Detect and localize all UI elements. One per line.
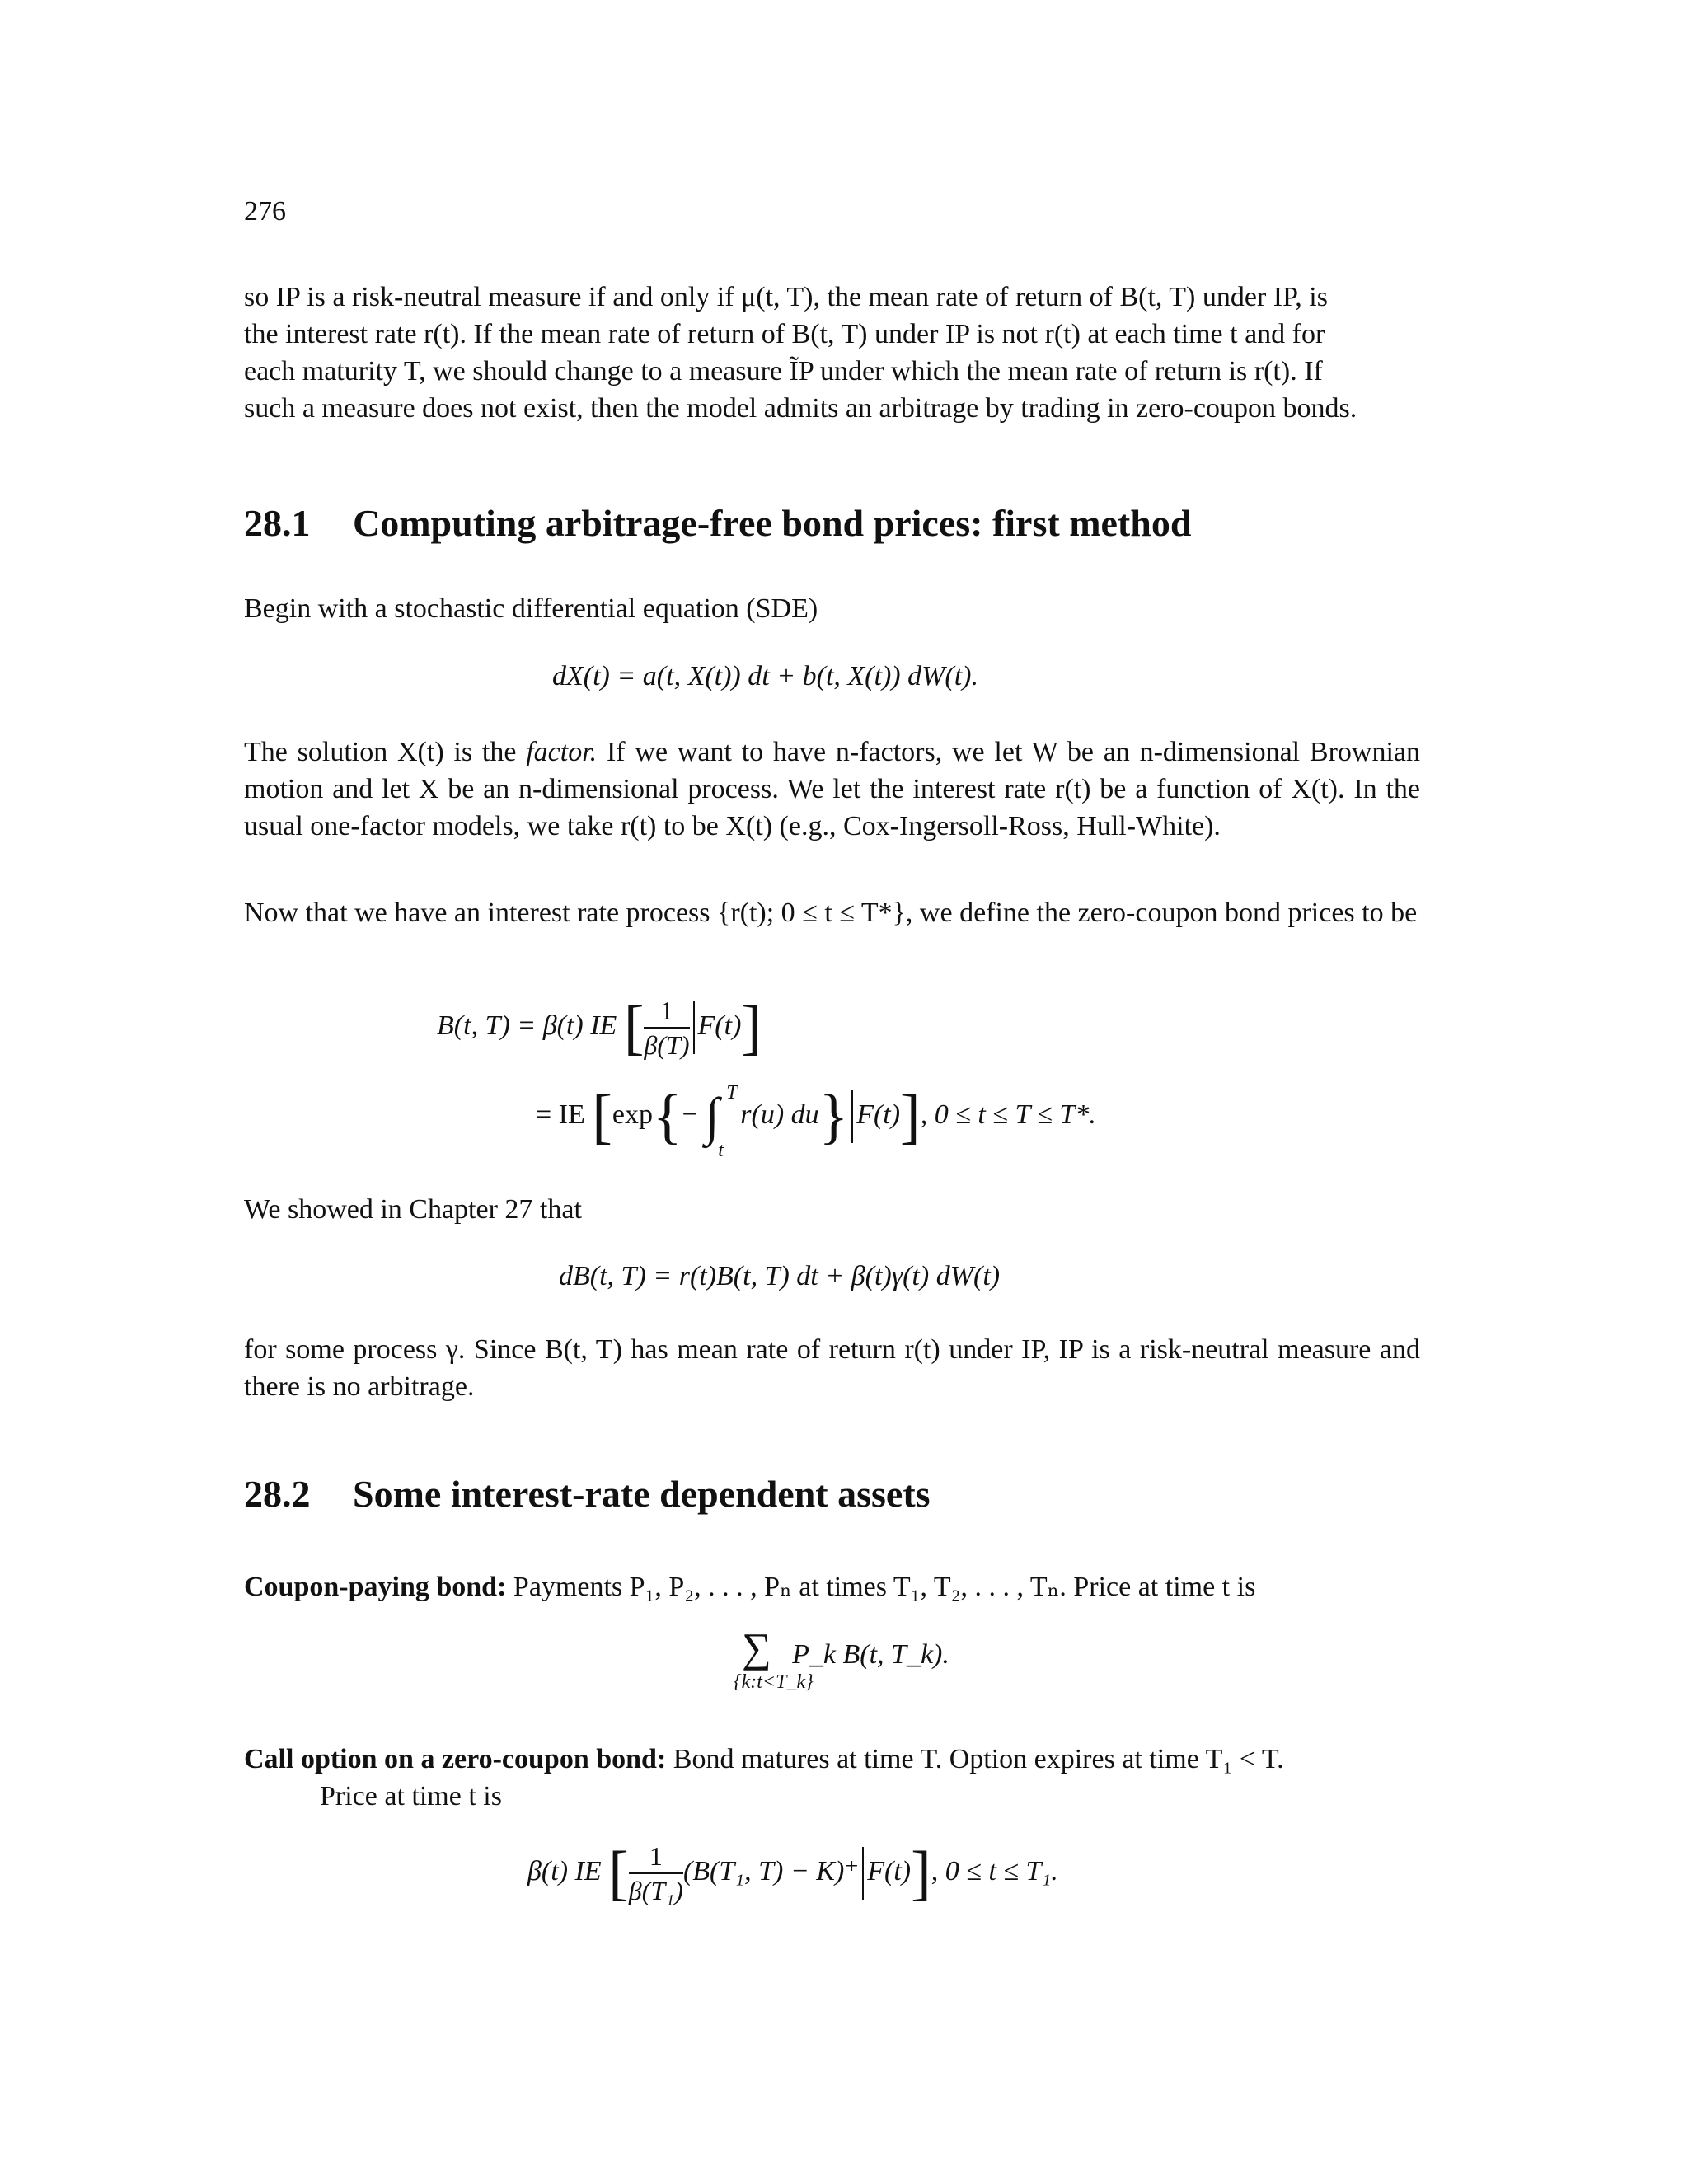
paragraph: Coupon-paying bond: Payments P₁, P₂, . . . , Pₙ at times T₁, T₂, . . . , Tₙ. Price at time t is [244,1572,1256,1602]
equation-coupon-sum: ∑ P_k B(t, T_k). {k:t<T_k} [734,1624,950,1693]
call-option-definition [244,1741,1420,1815]
equation-call-option: β(t) IE [ $\frac{1}{\text{β(T₁)}}$ (B(T₁, T) − K)⁺ F(t)], 0 ≤ t ≤ T₁. [528,1840,1058,1907]
paragraph: Now that we have an interest rate process {r(t); 0 ≤ t ≤ T*}, we define the zero-coupon bond prices to be [244,898,1418,928]
paragraph: Price at time t is [320,1781,502,1811]
section-title: Computing arbitrage-free bond prices: first method [353,502,1192,544]
paragraph: for some process γ. Since B(t, T) has mean rate of return r(t) under IP, IP is a risk-neutral measure and there is no arbitrage. [244,1334,1420,1402]
risk-neutral-paragraph [244,1331,1420,1405]
section-title: Some interest-rate dependent assets [353,1473,931,1515]
intro-line: each maturity T, we should change to a measure ĨP under which the mean rate of return is r(t). If [244,356,1323,387]
factor-paragraph [244,733,1420,845]
equation-bond-price: B(t, T) = β(t) IE [ $\frac{1}{\beta(T)}$ F(t)] [437,994,762,1062]
intro-line: such a measure does not exist, then the model admits an arbitrage by trading in zero-coupon bonds. [244,393,1357,424]
chapter-ref [244,1191,1420,1228]
coupon-bond-definition [244,1568,1420,1605]
intro-paragraph [244,279,1420,427]
rate-paragraph [244,894,1420,931]
paragraph: Begin with a stochastic differential equation (SDE) [244,593,818,624]
section-number: 28.1 [244,502,311,544]
intro-line: the interest rate r(t). If the mean rate of return of B(t, T) under IP is not r(t) at each time t and for [244,319,1325,349]
section-heading-28-1 [244,501,1191,545]
emphasis-factor: factor. [526,737,598,767]
paragraph: The solution X(t) is the factor. If we want to have n-factors, we let W be an n-dimensional Brownian motion and let X be an n-dimensional process. We let the interest rate r(t) be a function of X(t). In the usual one-factor models, we take r(t) to be X(t) (e.g., Cox-Ingersoll-Ross, Hull-White). [244,737,1420,841]
paragraph: We showed in Chapter 27 that [244,1194,582,1225]
equation-bond-price-exp: = IE [exp{− ∫ T t r(u) du} F(t)], 0 ≤ t ≤ T ≤ T*. [536,1082,1096,1161]
sde-intro [244,590,1420,627]
equation-sde: dX(t) = a(t, X(t)) dt + b(t, X(t)) dW(t). [552,661,979,691]
section-heading-28-2 [244,1472,931,1516]
paragraph: Call option on a zero-coupon bond: Bond matures at time T. Option expires at time T₁ < T. [244,1744,1284,1774]
page-number: 276 [244,196,286,227]
intro-line: so IP is a risk-neutral measure if and only if μ(t, T), the mean rate of return of B(t, T) under IP, is [244,282,1328,312]
equation-dB: dB(t, T) = r(t)B(t, T) dt + β(t)γ(t) dW(t) [559,1261,1001,1291]
section-number: 28.2 [244,1473,311,1515]
